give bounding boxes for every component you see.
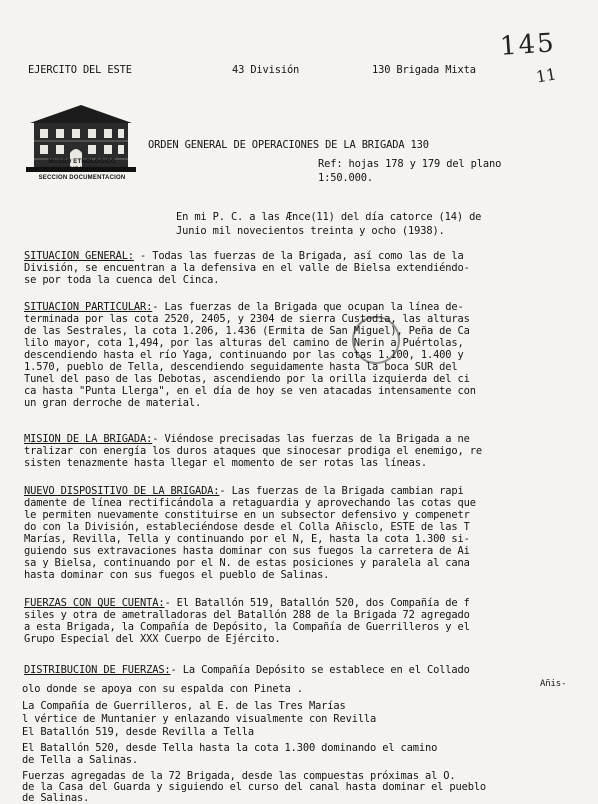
section-fuerzas-heading: FUERZAS CON QUE CUENTA: [24,597,165,609]
text-line: descendiendo hasta el río Yaga, continuando por las cotas 1.100, 1.400 y [24,349,464,361]
text-line: ca hasta "Punta Llerga", en el día de hoy se ven atacadas intensamente con [24,385,476,397]
text-line: se por toda la cuenca del Cinca. [24,274,220,286]
text-line: - La Compañía Depósito se establece en el Collado [170,664,470,676]
text-line: l vértice de Muntanier y enlazando visualmente con Revilla [22,713,377,725]
section-distribucion-heading: DISTRIBUCION DE FUERZAS: [24,664,171,676]
text-line: lilo mayor, cota 1,494, por las alturas del camino de Nerin a Puértolas, [24,337,464,349]
museum-stamp-line3: SECCION DOCUMENTACION [38,175,126,181]
museum-stamp-line2: MUNICIPAL BIELSA [52,167,112,173]
museum-stamp-line1: MUSEO ETNOLOGICO [48,159,116,165]
section-nuevo-dispositivo-heading: NUEVO DISPOSITIVO DE LA BRIGADA: [24,485,220,497]
text-line: tralizar con energía los duros ataques que sinocesar prodiga el enemigo, re [24,445,482,457]
text-line: siles y otra de ametralladoras del Batallón 288 de la Brigada 72 agregado [24,609,470,621]
section-mision-heading: MISION DE LA BRIGADA: [24,433,153,445]
text-line: - Viéndose precisadas las fuerzas de la Brigada a ne [152,433,470,445]
text-line: Grupo Especial del XXX Cuerpo de Ejército. [24,633,281,645]
text-line: La Compañía de Guerrilleros, al E. de las Tres Marías [22,700,346,712]
text-line: sa y Bielsa, continuando por el N. de estas posiciones y paralela al cana [24,557,470,569]
location-date-line2: Junio mil novecientos treinta y ocho (1938). [176,225,445,237]
handwritten-mark: 11 [534,64,558,87]
text-line: Marías, Revilla, Tella y continuando por el N, E, hasta la cota 1.300 si- [24,533,470,545]
section-situacion-particular-heading: SITUACION PARTICULAR: [24,301,153,313]
section-distribucion-line1 [24,664,470,676]
text-line: de Tella a Salinas. [22,754,139,766]
text-line: guiendo sus extravaciones hasta dominar con sus fuegos la carretera de Ai [24,545,470,557]
header-brigade: 130 Brigada Mixta [372,64,476,76]
text-line: de las Sestrales, la cota 1.206, 1.436 (Ermita de San Miguel), Peña de Ca [24,325,470,337]
reference-line1: Ref: hojas 178 y 179 del plano [318,158,502,170]
handwritten-page-number: 145 [499,28,557,62]
text-line: a esta Brigada, la Compañía de Depósito, la Compañía de Guerrilleros y el [24,621,470,633]
document-title: ORDEN GENERAL DE OPERACIONES DE LA BRIGADA 130 [148,139,429,151]
text-line: - Las fuerzas de la Brigada que ocupan la línea de- [152,301,464,313]
section-fuerzas-line1 [24,597,470,609]
margin-note: Añis- [540,679,567,689]
text-line: - Las fuerzas de la Brigada cambian rapi [219,485,464,497]
text-line: de Salinas. [22,792,90,804]
text-line: do con la División, estableciéndose desde el Colla Añisclo, ESTE de las T [24,521,470,533]
text-line: de la Casa del Guarda y siguiendo el curso del canal hasta dominar el pueblo [22,781,487,793]
location-date-line1: En mi P. C. a las Ænce(11) del día catorce (14) de [176,211,482,223]
text-line: le permiten nuevamente constituirse en un subsector defensivo y compenetr [24,509,470,521]
text-line: sisten tenazmente hasta llegar el momento de ser rotas las líneas. [24,457,427,469]
text-line: Tunel del paso de las Debotas, ascendiendo por la orilla izquierda del ci [24,373,470,385]
section-nuevo-dispositivo-line1 [24,485,464,497]
section-mision-line1 [24,433,470,445]
text-line: El Batallón 520, desde Tella hasta la cota 1.300 dominando el camino [22,742,438,754]
section-situacion-general-heading: SITUACION GENERAL: [24,250,134,262]
text-line: División, se encuentran a la defensiva en el valle de Bielsa extendiéndo- [24,262,470,274]
text-line: Fuerzas agregadas de la 72 Brigada, desde las compuestas próximas al O. [22,770,456,782]
header-division: 43 División [232,64,300,76]
text-line: - El Batallón 519, Batallón 520, dos Compañía de f [164,597,470,609]
section-situacion-particular-line1 [24,301,464,313]
text-line: El Batallón 519, desde Revilla a Tella [22,726,255,738]
text-line: un gran derroche de material. [24,397,202,409]
header-army: EJERCITO DEL ESTE [28,64,132,76]
text-line: terminada por las cota 2520, 2405, y 2304 de sierra Custodia, las alturas [24,313,470,325]
reference-line2: 1:50.000. [318,172,373,184]
text-line: hasta dominar con sus fuegos el pueblo de Salinas. [24,569,330,581]
section-situacion-general-line1 [24,250,464,262]
text-line: damente de línea rectificándola a retaguardia y aprovechando las cotas que [24,497,476,509]
text-line: olo donde se apoya con su espalda con Pineta . [22,683,303,695]
text-line: 1.570, pueblo de Tella, descendiendo seguidamente hasta la boca SUR del [24,361,458,373]
text-line: - Todas las fuerzas de la Brigada, así como las de la [133,250,464,262]
